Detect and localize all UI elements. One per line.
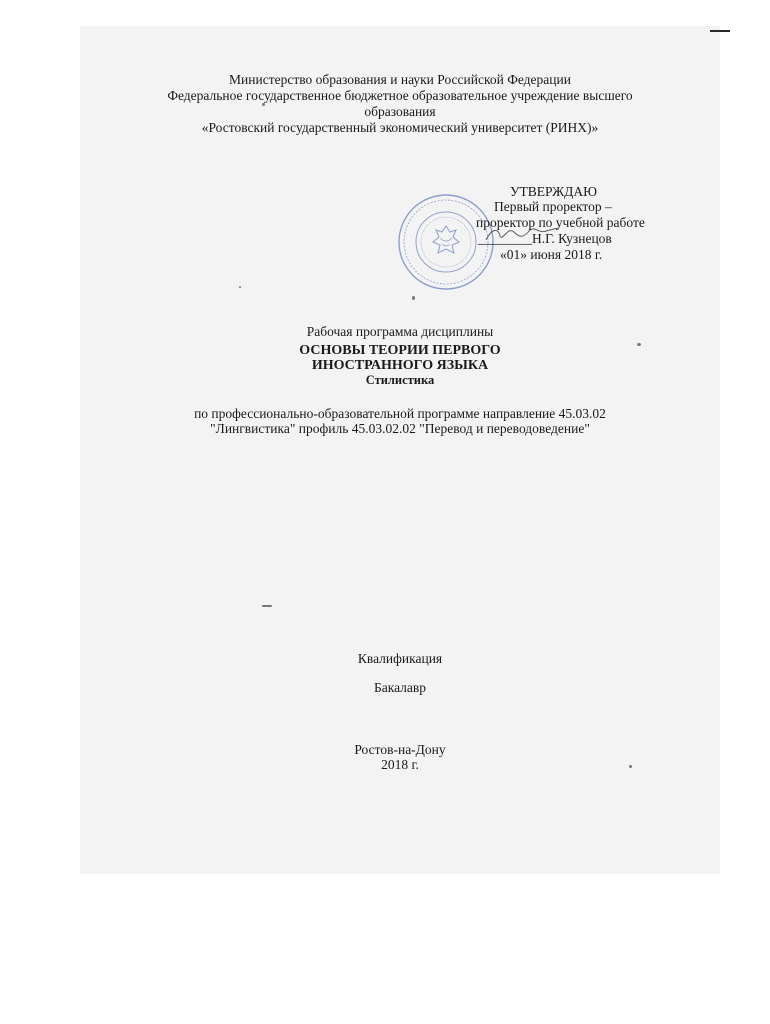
- qualification-value: Бакалавр: [373, 680, 427, 695]
- approver-signature-line: ________Н.Г. Кузнецов: [478, 231, 612, 246]
- institution-line-cont: образования: [364, 104, 436, 119]
- year: 2018 г.: [381, 757, 419, 772]
- city: Ростов-на-Дону: [354, 742, 446, 757]
- direction-profile: "Лингвистика" профиль 45.03.02.02 "Перевод и переводоведение": [210, 421, 590, 436]
- scan-speck: [239, 286, 241, 288]
- program-label: Рабочая программа дисциплины: [306, 324, 494, 339]
- institution-header: [80, 72, 720, 136]
- subject-name: Стилистика: [365, 373, 435, 387]
- direction-line: по профессионально-образовательной программе направление 45.03.02: [194, 406, 606, 421]
- program-title-block: [80, 324, 720, 388]
- scan-speck: [412, 296, 415, 300]
- university-name: «Ростовский государственный экономический университет (РИНХ)»: [201, 120, 599, 135]
- place-and-year: [80, 742, 720, 772]
- scan-speck: [262, 605, 272, 607]
- ministry-line: Министерство образования и науки Российской Федерации: [229, 72, 571, 87]
- program-title: ОСНОВЫ ТЕОРИИ ПЕРВОГО: [299, 343, 501, 358]
- approver-position-cont: проректор по учебной работе: [476, 215, 645, 230]
- approval-title: УТВЕРЖДАЮ: [510, 184, 598, 199]
- scan-edge-mark: [710, 30, 730, 32]
- approval-date: «01» июня 2018 г.: [500, 247, 603, 262]
- program-direction: [80, 406, 720, 436]
- approver-position: Первый проректор –: [494, 199, 612, 214]
- program-title-cont: ИНОСТРАННОГО ЯЗЫКА: [311, 358, 489, 373]
- qualification-label: Квалификация: [357, 651, 443, 666]
- institution-line: Федеральное государственное бюджетное образовательное учреждение высшего: [167, 88, 633, 103]
